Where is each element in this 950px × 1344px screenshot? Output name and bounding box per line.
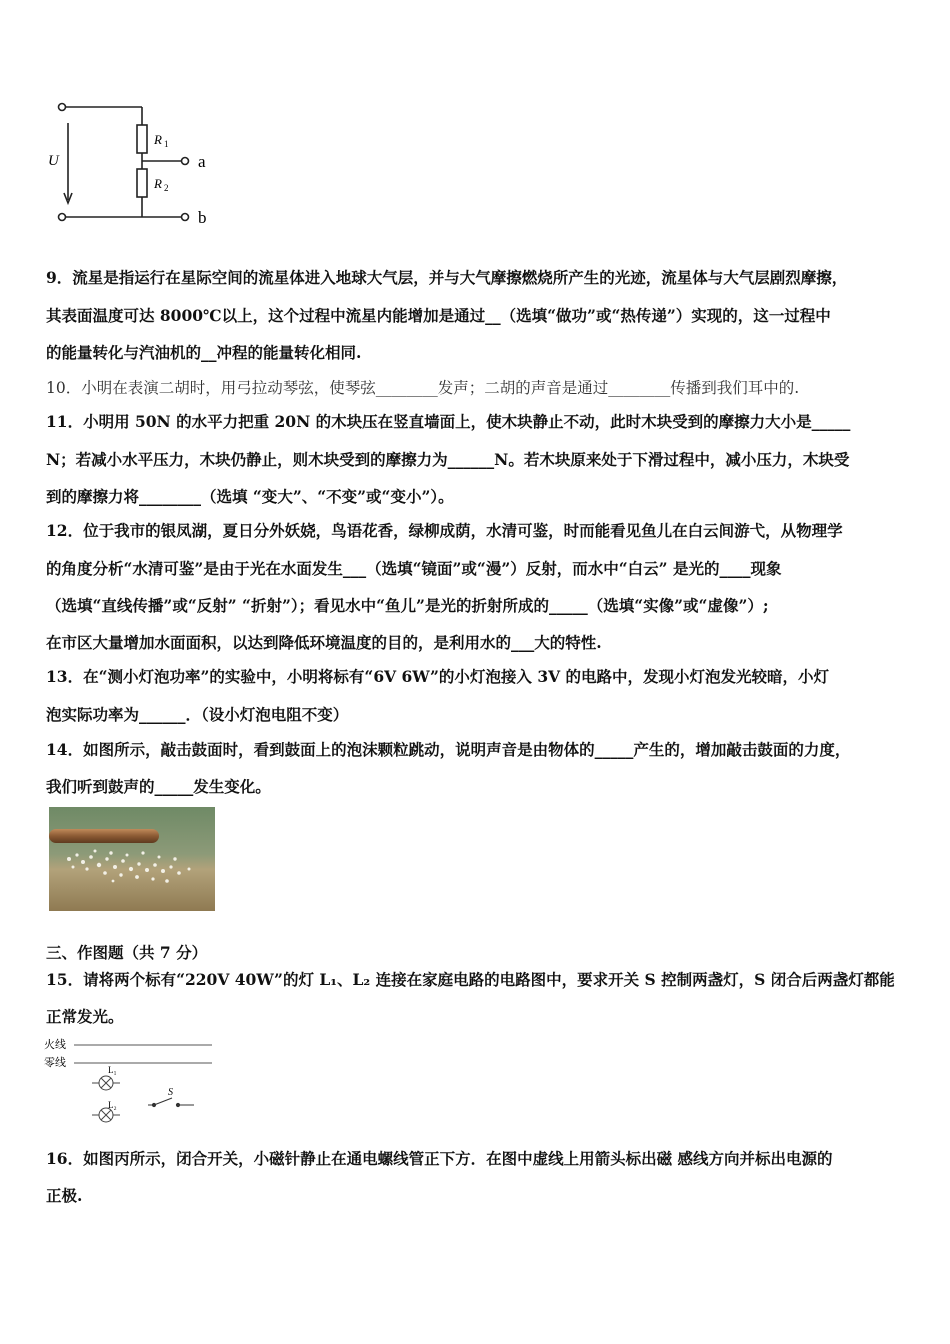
household-wiring-diagram — [44, 1033, 219, 1131]
q16-line2: 正极. — [46, 1186, 83, 1205]
q9-line3: 的能量转化与汽油机的__冲程的能量转化相同. — [46, 343, 362, 362]
label-r2-sub: 2 — [164, 183, 169, 193]
lamp-l2-icon — [92, 1108, 120, 1122]
q10-line1: 10．小明在表演二胡时，用弓拉动琴弦，使琴弦________发声；二胡的声音是通过________传播到我们耳中的. — [46, 379, 800, 397]
q13-line2: 泡实际功率为______．（设小灯泡电阻不变） — [46, 705, 349, 724]
q14-line2: 我们听到鼓声的_____发生变化。 — [46, 777, 271, 796]
q12-line4: 在市区大量增加水面面积，以达到降低环境温度的目的，是利用水的___大的特性. — [46, 633, 602, 652]
voltage-divider-circuit — [40, 95, 230, 230]
neutral-wire-label: 零线 — [44, 1057, 66, 1069]
live-wire-label: 火线 — [44, 1039, 66, 1051]
q11-line3: 到的摩擦力将________（选填 “变大”、“不变”或“变小”）。 — [46, 487, 454, 506]
q9-line1: 9．流星是指运行在星际空间的流星体进入地球大气层，并与大气摩擦燃烧所产生的光迹，流星体与大气层剧烈摩擦， — [46, 268, 848, 287]
label-u: U — [48, 153, 59, 169]
lamp-l1-label: L₁ — [108, 1065, 117, 1075]
q12-line3: （选填“直线传播”或“反射” “折射”）；看见水中“鱼儿”是光的折射所成的_____（选填“实像”或“虚像”）; — [46, 596, 769, 615]
drum-foam-photo — [49, 807, 215, 911]
lamp-l1-icon — [92, 1076, 120, 1090]
switch-icon — [148, 1098, 194, 1107]
q9-line2: 其表面温度可达 8000℃以上，这个过程中流星内能增加是通过__（选填“做功”或“热传递”）实现的，这一过程中 — [46, 306, 831, 325]
label-r1-sub: 1 — [164, 139, 169, 149]
label-a: a — [198, 152, 206, 171]
q13-line1: 13．在“测小灯泡功率”的实验中，小明将标有“6V 6W”的小灯泡接入 3V 的电路中，发现小灯泡发光较暗，小灯 — [46, 667, 830, 686]
q15-line1: 15．请将两个标有“220V 40W”的灯 L₁、L₂ 连接在家庭电路的电路图中，要求开关 S 控制两盏灯，S 闭合后两盏灯都能 — [46, 970, 895, 989]
q16-line1: 16．如图丙所示，闭合开关，小磁针静止在通电螺线管正下方．在图中虚线上用箭头标出磁 感线方向并标出电源的 — [46, 1149, 833, 1168]
q11-line2: N；若减小水平压力，木块仍静止，则木块受到的摩擦力为______N。若木块原来处于下滑过程中，减小压力，木块受 — [46, 450, 850, 469]
q12-line1: 12．位于我市的银凤湖，夏日分外妖娆，鸟语花香，绿柳成荫，水清可鉴，时而能看见鱼儿在白云间游弋，从物理学 — [46, 521, 843, 540]
lamp-l2-label: L₂ — [108, 1100, 117, 1110]
q14-line1: 14．如图所示，敲击鼓面时，看到鼓面上的泡沫颗粒跳动，说明声音是由物体的_____产生的，增加敲击鼓面的力度， — [46, 740, 851, 759]
label-b: b — [198, 208, 207, 227]
q11-line1: 11．小明用 50N 的水平力把重 20N 的木块压在竖直墙面上，使木块静止不动，此时木块受到的摩擦力大小是_____ — [46, 412, 851, 431]
switch-label: S — [168, 1087, 173, 1098]
q15-line2: 正常发光。 — [46, 1007, 124, 1026]
section3-title: 三、作图题（共 7 分） — [46, 943, 208, 962]
label-r1: R — [154, 132, 162, 147]
label-r2: R — [154, 176, 162, 191]
q12-line2: 的角度分析“水清可鉴”是由于光在水面发生___（选填“镜面”或“漫”）反射，而水中“白云” 是光的____现象 — [46, 559, 782, 578]
